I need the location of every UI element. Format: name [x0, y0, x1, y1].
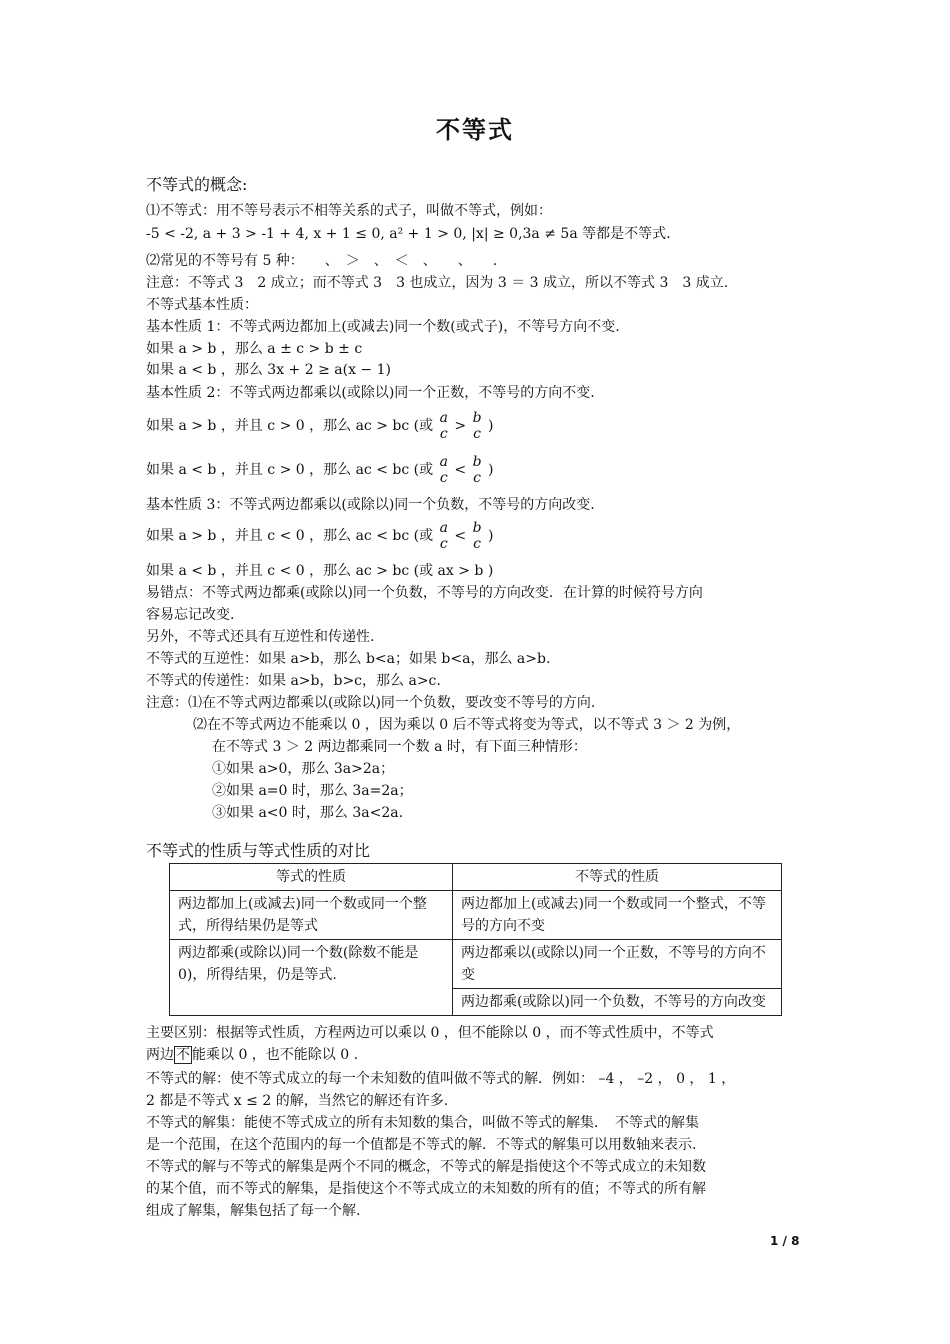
fraction [473, 520, 482, 552]
case-1: ①如果 a>0，那么 3a>2a； [212, 761, 395, 777]
table-cell: 两边都加上(或减去)同一个数或同一个整式，所得结果仍是等式 [170, 891, 453, 940]
solution-set-line-2: 是一个范围，在这个范围内的每一个值都是不等式的解．不等式的解集可以用数轴来表示. [146, 1137, 697, 1153]
property-1-example-b: 如果 a < b ，那么 3x + 2 ≥ a(x − 1) [146, 362, 391, 378]
solution-set-line-1: 不等式的解集：能使不等式成立的所有未知数的集合，叫做不等式的解集． 不等式的解集 [146, 1115, 699, 1131]
definition-line: ⑴不等式：用不等号表示不相等关系的式子，叫做不等式，例如： [146, 203, 552, 219]
text: 能乘以 0 ，也不能除以 0 . [192, 1047, 359, 1063]
property-3-example-a [146, 516, 493, 556]
table-cell: 两边都乘(或除以)同一个数(除数不能是 0)，所得结果，仍是等式. [170, 940, 453, 1016]
fraction [473, 410, 482, 442]
page-title: 不等式 [436, 115, 514, 144]
fraction [440, 454, 448, 486]
page-number: 1 / 8 [770, 1234, 800, 1248]
denominator: c [473, 536, 481, 552]
close-paren: ) [487, 462, 494, 478]
case-3: ③如果 a<0 时，那么 3a<2a. [212, 805, 404, 821]
fraction [473, 454, 482, 486]
boxed-character: 不 [176, 1047, 190, 1063]
relation-symbol: > [454, 418, 467, 434]
numerator: b [472, 410, 482, 426]
section-heading-comparison: 不等式的性质与等式性质的对比 [146, 841, 371, 860]
text: 两边 [146, 1047, 174, 1063]
property-2-example-a [146, 406, 493, 446]
close-paren: ) [487, 528, 494, 544]
main-difference-line-1: 主要区别：根据等式性质，方程两边可以乘以 0 ，但不能除以 0 ，而不等式性质中，不等式 [146, 1025, 714, 1041]
extra-properties: 另外，不等式还具有互逆性和传递性. [146, 629, 375, 645]
symbols-line: ⑵常见的不等号有 5 种： 、 ＞ 、 ＜ 、 、 . [146, 253, 498, 269]
denominator: c [473, 470, 481, 486]
example-text: 如果 a < b ，并且 c > 0 ，那么 ac < bc (或 [146, 462, 434, 478]
denominator: c [439, 426, 448, 442]
error-note-line-2: 容易忘记改变. [146, 607, 235, 623]
table-cell: 两边都乘以(或除以)同一个正数，不等号的方向不变 [453, 940, 782, 989]
property-2: 基本性质 2：不等式两边都乘以(或除以)同一个正数，不等号的方向不变. [146, 385, 595, 401]
note2-line-1: 注意：⑴在不等式两边都乘以(或除以)同一个负数，要改变不等号的方向. [146, 695, 596, 711]
numerator: b [472, 520, 482, 536]
fraction [440, 520, 448, 552]
solution-set-line-3: 不等式的解与不等式的解集是两个不同的概念，不等式的解是指使这个不等式成立的未知数 [146, 1159, 706, 1175]
numerator: a [439, 520, 448, 536]
denominator: c [439, 536, 448, 552]
denominator: c [473, 426, 481, 442]
fraction [440, 410, 448, 442]
solution-set-line-5: 组成了解集，解集包括了每一个解. [146, 1203, 361, 1219]
case-2: ②如果 a=0 时，那么 3a=2a； [212, 783, 413, 799]
property-1: 基本性质 1：不等式两边都加上(或减去)同一个数(或式子)，不等号方向不变. [146, 319, 620, 335]
section-heading-concept: 不等式的概念: [146, 175, 248, 194]
main-difference-line-2 [146, 1046, 358, 1064]
property-2-example-b [146, 450, 493, 490]
property-3-example-b: 如果 a < b ，并且 c < 0 ，那么 ac > bc (或 ax > b ) [146, 563, 494, 579]
example-text: 如果 a > b ，并且 c > 0 ，那么 ac > bc (或 [146, 418, 434, 434]
examples-line: -5 < -2, a + 3 > -1 + 4, x + 1 ≤ 0, a² + 1 > 0, |x| ≥ 0,3a ≠ 5a 等都是不等式. [146, 226, 671, 242]
numerator: b [472, 454, 482, 470]
solution-line-2: 2 都是不等式 x ≤ 2 的解，当然它的解还有许多. [146, 1093, 449, 1109]
comparison-table [169, 863, 782, 1016]
property-3: 基本性质 3：不等式两边都乘以(或除以)同一个负数，不等号的方向改变. [146, 497, 595, 513]
denominator: c [439, 470, 448, 486]
properties-heading: 不等式基本性质： [146, 297, 258, 313]
note2-line-2: ⑵在不等式两边不能乘以 0 ，因为乘以 0 后不等式将变为等式，以不等式 3 ＞ 2 为例， [193, 717, 741, 733]
close-paren: ) [487, 418, 494, 434]
table-row [170, 940, 782, 989]
note-line: 注意：不等式 3 2 成立；而不等式 3 3 也成立，因为 3 ＝ 3 成立，所以不等式 3 3 成立. [146, 275, 729, 291]
table-header-equality: 等式的性质 [170, 864, 453, 891]
solution-line-1: 不等式的解：使不等式成立的每一个未知数的值叫做不等式的解．例如： –4 ， –2 ， 0 ， 1 ， [146, 1071, 736, 1087]
note2-line-3: 在不等式 3 ＞ 2 两边都乘同一个数 a 时，有下面三种情形： [212, 739, 587, 755]
numerator: a [439, 454, 448, 470]
solution-set-line-4: 的某个值，而不等式的解集，是指使这个不等式成立的未知数的所有的值；不等式的所有解 [146, 1181, 706, 1197]
relation-symbol: < [454, 528, 467, 544]
table-cell: 两边都乘(或除以)同一个负数，不等号的方向改变 [453, 989, 782, 1016]
table-cell: 两边都加上(或减去)同一个数或同一个整式，不等号的方向不变 [453, 891, 782, 940]
table-header-inequality: 不等式的性质 [453, 864, 782, 891]
inverse-property: 不等式的互逆性：如果 a>b，那么 b<a；如果 b<a，那么 a>b. [146, 651, 551, 667]
property-1-example-a: 如果 a > b ，那么 a ± c > b ± c [146, 341, 363, 357]
numerator: a [439, 410, 448, 426]
transitive-property: 不等式的传递性：如果 a>b，b>c，那么 a>c. [146, 673, 441, 689]
relation-symbol: < [454, 462, 467, 478]
table-row [170, 891, 782, 940]
table-header-row [170, 864, 782, 891]
example-text: 如果 a > b ，并且 c < 0 ，那么 ac < bc (或 [146, 528, 434, 544]
error-note-line-1: 易错点：不等式两边都乘(或除以)同一个负数，不等号的方向改变．在计算的时候符号方向 [146, 585, 703, 601]
